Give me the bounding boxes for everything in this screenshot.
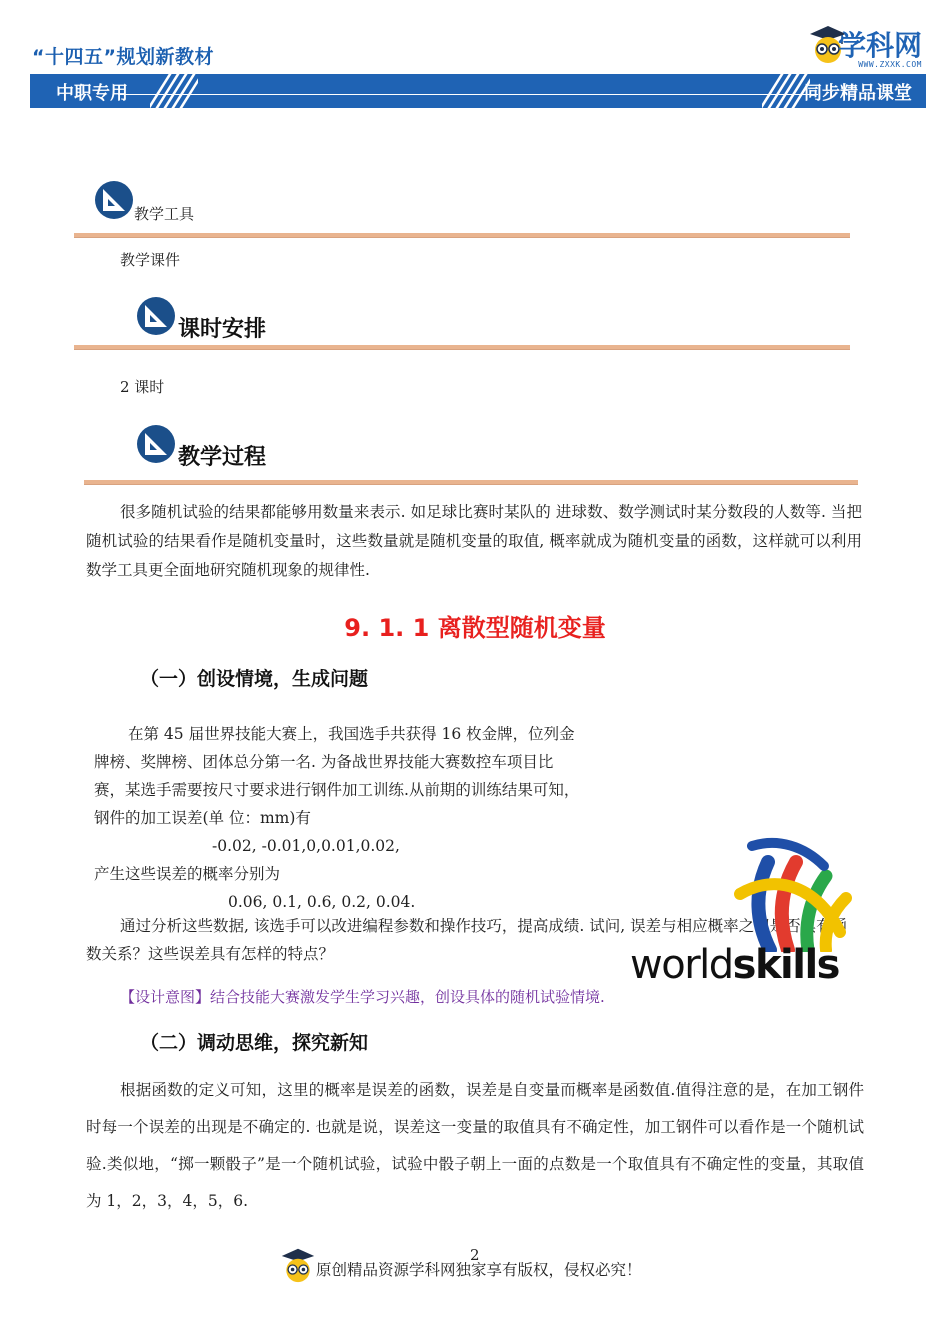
design-intent-note: 【设计意图】结合技能大赛激发学生学习兴趣，创设具体的随机试验情境.: [120, 988, 605, 1006]
section-title-tools: 教学工具: [134, 205, 195, 223]
tools-content: 教学课件: [120, 251, 181, 269]
scenario-line: 牌榜、奖牌榜、团体总分第一名. 为备战世界技能大赛数控车项目比: [94, 753, 554, 771]
ruler-triangle-icon: [94, 180, 134, 220]
header-left-label: 中职专用: [56, 83, 128, 104]
header-right-label: 同步精品课堂: [804, 83, 912, 104]
header-divider: [118, 94, 818, 95]
scenario-line: 钢件的加工误差(单 位：mm)有: [94, 809, 311, 827]
section-rule: [74, 345, 850, 350]
ruler-triangle-icon: [136, 424, 176, 464]
worldskills-wordmark: [630, 942, 839, 988]
worldskills-word-a: world: [630, 942, 733, 988]
worldskills-word-b: skills: [732, 942, 839, 988]
scenario-line: 产生这些误差的概率分别为: [94, 865, 281, 883]
site-logo-text: 学科网: [837, 29, 922, 62]
scenario-line: 在第 45 届世界技能大赛上，我国选手共获得 16 枚金牌，位列金: [128, 725, 575, 743]
series-slogan: “十四五”规划新教材: [32, 46, 214, 68]
worldskills-logo-icon: [628, 832, 858, 952]
intro-paragraph: 很多随机试验的结果都能够用数量来表示. 如足球比赛时某队的 进球数、数学测试时某分数段的人数等. 当把随机试验的结果看作是随机变量时，这些数量就是随机变量的取值, 概率就成为随机变量的函数，这样就可以利用数学工具更全面地研究随机现象的规律性.: [86, 503, 862, 579]
question-paragraph: 通过分析这些数据, 该选手可以改进编程参数和操作技巧，提高成绩. 试问, 误差与相应概率之间是否具有函数关系？这些误差具有怎样的特点？: [86, 917, 848, 963]
error-values: -0.02, -0.01,0,0.01,0.02,: [212, 837, 400, 855]
scenario-text: [94, 720, 634, 916]
section-rule: [84, 480, 858, 485]
header-stripes-left: [150, 74, 198, 108]
section-rule: [74, 233, 850, 238]
lesson-title: 9. 1. 1 离散型随机变量: [344, 614, 606, 642]
page-number: 2: [470, 1246, 480, 1264]
schedule-content: 2 课时: [120, 378, 165, 396]
section-title-process: 教学过程: [178, 445, 267, 470]
scenario-line: 赛，某选手需要按尺寸要求进行钢件加工训练.从前期的训练结果可知，: [94, 781, 580, 799]
probability-values: 0.06, 0.1, 0.6, 0.2, 0.04.: [228, 893, 416, 911]
header-stripes-right: [762, 74, 810, 108]
ruler-triangle-icon: [136, 296, 176, 336]
section-title-schedule: 课时安排: [178, 317, 267, 342]
part1-heading: （一）创设情境，生成问题: [140, 668, 369, 690]
footer-mascot-icon: [280, 1246, 316, 1284]
part2-paragraph: 根据函数的定义可知，这里的概率是误差的函数，误差是自变量而概率是函数值.值得注意的是，在加工钢件时每一个误差的出现是不确定的. 也就是说，误差这一变量的取值具有不确定性，加工钢件可以看作是一个随机试验.类似地，“掷一颗骰子”是一个随机试验，试验中骰子朝上一面的点数是一个取值具有不确定性的变量，其取值为 1，2，3，4，5，6.: [86, 1081, 864, 1210]
copyright-notice: 原创精品资源学科网独家享有版权，侵权必究！: [316, 1261, 642, 1279]
part2-heading: （二）调动思维，探究新知: [140, 1032, 369, 1054]
site-logo-url: WWW.ZXXK.COM: [858, 60, 922, 69]
